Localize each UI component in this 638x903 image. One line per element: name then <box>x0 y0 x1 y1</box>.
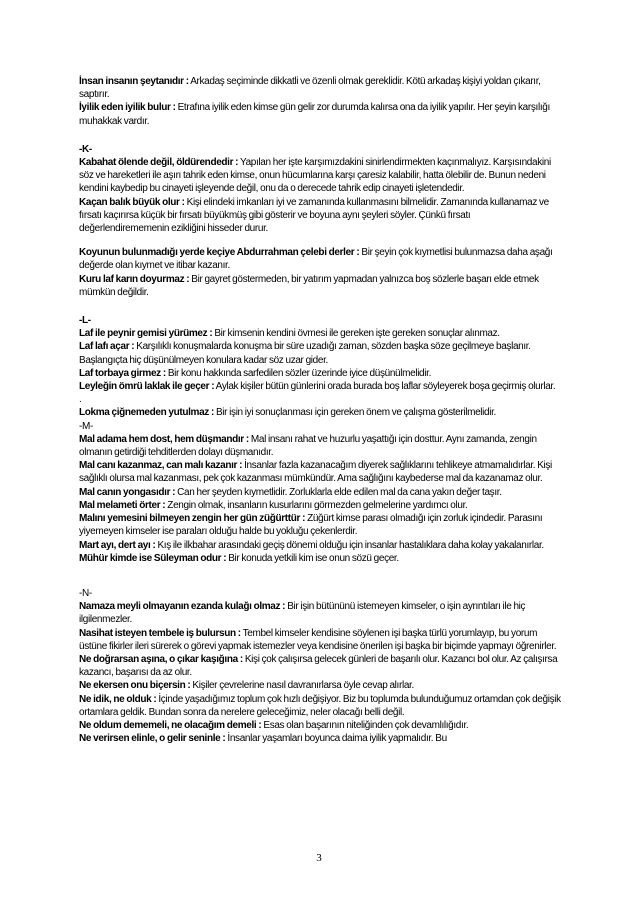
proverb-entry <box>79 653 562 679</box>
paragraph-gap <box>79 235 562 246</box>
proverb-entry <box>79 486 562 499</box>
section-letter-heading <box>79 314 562 327</box>
proverb-meaning: Bir konu hakkında sarfedilen sözler üzerinde iyice düşünülmelidir. <box>165 367 432 379</box>
proverb-meaning: Karşılıklı konuşmalarda konuşma bir süre uzadığı zaman, sözden başka söze geçilmeye başlanır. Başlangıçta hiç düşünülmeyen konulara kadar söz uzar gider. <box>79 341 531 366</box>
stray-text: . <box>79 394 82 406</box>
paragraph-gap <box>79 565 562 587</box>
proverb-term: Laf ile peynir gemisi yürümez : <box>79 328 213 340</box>
proverb-entry <box>79 156 562 196</box>
proverb-meaning: Bir konuda yetkili kim ise onun sözü geçer. <box>226 552 399 564</box>
proverb-term: Ne oldum dememeli, ne olacağım demeli : <box>79 719 262 731</box>
proverb-entry <box>79 459 562 485</box>
proverb-term: Mühür kimde ise Süleyman odur : <box>79 552 227 564</box>
proverb-meaning: Kişi çok çalışırsa gelecek günleri de başarılı olur. Kazancı bol olur. Az çalışırsa kazancı, başarısı da az olur. <box>79 653 558 679</box>
proverb-meaning: Arkadaş seçiminde dikkatli ve özenli olmak gereklidir. Kötü arkadaş kişiyi yoldan çıkarır, saptırır. <box>79 76 541 101</box>
proverb-meaning: Tembel kimseler kendisine söylenen işi başka türlü yorumlayıp, bu yorum üstüne fikirler ileri sürerek o görevi yapmak istemezler veya kendisine önerilen işi başka bir biçimde yapmayı öğrenirler. <box>79 627 557 652</box>
proverb-term: Nasihat isteyen tembele iş bulursun : <box>79 627 241 639</box>
proverb-term: İnsan insanın şeytanıdır : <box>79 76 189 87</box>
proverb-entry <box>79 380 562 393</box>
proverb-entry <box>79 433 562 459</box>
proverb-entry <box>79 196 562 236</box>
proverb-meaning: Zengin olmak, insanların kusurlarını görmezden gelmelerine yardımcı olur. <box>165 499 468 511</box>
proverb-meaning: Kişi elindeki imkanları iyi ve zamanında kullanmasını bilmelidir. Zamanında kullanamaz ve fırsatı kaçırırsa küçük bir fırsatı büyükmüş gibi gösterir ve boyuna aynı şeyleri söyler. Çünkü fırsatı değerlendirememenin ezikliğini hisseder durur. <box>79 196 549 235</box>
proverb-term: Ne verirsen elinle, o gelir seninle : <box>79 733 226 745</box>
paragraph-gap <box>79 299 562 314</box>
proverb-meaning: Etrafına iyilik eden kimse gün gelir zor durumda kalırsa ona da iyilik yapılır. Her şeyin karşılığı muhakkak vardır. <box>79 102 550 127</box>
proverb-entry <box>79 627 562 653</box>
proverb-meaning: Esas olan başarının niteliğinden çok devamlılığıdır. <box>261 719 469 731</box>
proverb-entry <box>79 600 562 626</box>
proverb-entry <box>79 719 562 732</box>
section-letter: -L- <box>79 315 91 327</box>
proverb-entry <box>79 75 562 101</box>
proverb-term: Laf torbaya girmez : <box>79 367 166 379</box>
section-letter: -K- <box>79 143 92 155</box>
proverb-term: Mal melameti örter : <box>79 499 166 511</box>
proverb-meaning: Bir kimsenin kendini övmesi ile gereken işte gereken sonuçlar alınmaz. <box>212 328 500 340</box>
proverb-entry <box>79 732 562 745</box>
proverb-term: Koyunun bulunmadığı yerde keçiye Abdurrahman çelebi derler : <box>79 247 360 259</box>
proverb-meaning: Can her şeyden kıymetlidir. Zorluklarla elde edilen mal da cana yakın değer taşır. <box>175 486 502 498</box>
proverb-meaning: Bir işin bütününü istemeyen kimseler, o işin ayrıntıları ile hiç ilgilenmezler. <box>79 601 526 626</box>
proverb-meaning: Bir şeyin çok kıymetlisi bulunmazsa daha aşağı değerde olan kıymet ve itibar kazanır. <box>79 247 553 272</box>
proverb-entry <box>79 499 562 512</box>
proverb-term: Mal canın yongasıdır : <box>79 486 176 498</box>
proverb-term: Kuru laf karın doyurmaz : <box>79 273 190 285</box>
proverb-term: Ne idik, ne olduk : <box>79 693 157 705</box>
paragraph-gap <box>79 128 562 143</box>
proverb-entry <box>79 679 562 692</box>
proverb-meaning: Aylak kişiler bütün günlerini orada burada boş laflar söyleyerek boşa geçirmiş olurlar. <box>214 381 556 393</box>
proverb-entry <box>79 512 562 538</box>
page-number: 3 <box>316 852 322 864</box>
proverb-entry <box>79 552 562 565</box>
proverbs-text-body <box>79 75 562 745</box>
proverb-meaning: Züğürt kimse parası olmadığı için zorluk içindedir. Parasını yiyemeyen kimseler ise paraları olduğu halde bu yokluğu çekenlerdir. <box>79 513 543 538</box>
proverb-term: Namaza meyli olmayanın ezanda kulağı olmaz : <box>79 601 286 613</box>
proverb-meaning: Yapılan her işte karşımızdakini sinirlendirmekten kaçınmalıyız. Karşısındakini söz ve hareketleri ile aşırı tahrik eden kimse, onun hücumlarına karşı çaresiz kalabilir, hatta ölebilir de. Bunun nedeni kendini kaybedip bu cinayeti işleyende değil, onu da o derecede tahrik edip cinayeti işletendedir. <box>79 157 551 195</box>
proverb-entry <box>79 406 562 419</box>
proverb-meaning: Kış ile ilkbahar arasındaki geçiş dönemi olduğu için insanlar hastalıklara daha kolay yakalanırlar. <box>155 539 544 551</box>
proverb-entry <box>79 539 562 552</box>
section-letter-heading <box>79 143 562 156</box>
proverb-term: Mal canı kazanmaz, can malı kazanır : <box>79 460 243 472</box>
proverb-term: Malını yemesini bilmeyen zengin her gün züğürttür : <box>79 513 306 525</box>
proverb-entry <box>79 340 562 366</box>
proverb-meaning: Mal insanı rahat ve huzurlu yaşattığı için dosttur. Aynı zamanda, zengin olmanın getirdiği tehditlerden dolayı düşmanıdır. <box>79 433 537 459</box>
proverb-term: Lokma çiğnemeden yutulmaz : <box>79 407 214 419</box>
proverb-meaning: Bir gayret göstermeden, bir yatırım yapmadan yalnızca boş sözlerle başarı elde etmek mümkün değildir. <box>79 273 539 298</box>
proverb-term: Kabahat ölende değil, öldürendedir : <box>79 157 239 169</box>
proverb-term: Mal adama hem dost, hem düşmandır : <box>79 433 249 445</box>
proverb-term: Laf lafı açar : <box>79 341 135 353</box>
proverb-term: Leyleğin ömrü laklak ile geçer : <box>79 381 215 393</box>
section-letter-heading: -N- <box>79 587 92 599</box>
proverb-meaning: İnsanlar yaşamları boyunca daima iyilik yapmalıdır. Bu <box>225 733 447 745</box>
proverb-entry <box>79 273 562 299</box>
proverb-entry <box>79 367 562 380</box>
proverb-meaning: İçinde yaşadığımız toplum çok hızlı değişiyor. Biz bu toplumda bulunduğumuz ortamdan çok değişik ortamlara geldik. Bundan sonra da nerelere geleceğimiz, neler olacağı belli değil. <box>79 693 561 718</box>
proverb-term: Kaçan balık büyük olur : <box>79 196 185 208</box>
proverb-entry <box>79 693 562 719</box>
proverb-term: Ne ekersen onu biçersin : <box>79 680 191 692</box>
proverb-entry <box>79 101 562 127</box>
proverb-term: Mart ayı, dert ayı : <box>79 539 156 551</box>
proverb-term: İyilik eden iyilik bulur : <box>79 102 176 114</box>
proverb-entry <box>79 327 562 340</box>
proverb-meaning: Kişiler çevrelerine nasıl davranırlarsa öyle cevap alırlar. <box>190 680 414 692</box>
proverb-meaning: İnsanlar fazla kazanacağım diyerek sağlıklarını tehlikeye atmamalıdırlar. Kişi sağlıklı olursa mal kazanması, pek çok kazanması mümkündür. Ama sağlığını kaybederse mal da kazanamaz olur. <box>79 460 552 485</box>
proverb-entry <box>79 246 562 272</box>
proverb-meaning: Bir işin iyi sonuçlanması için gereken önem ve çalışma gösterilmelidir. <box>213 407 496 419</box>
proverb-term: Ne doğrarsan aşına, o çıkar kaşığına : <box>79 653 243 665</box>
section-letter-heading: -M- <box>79 420 93 432</box>
